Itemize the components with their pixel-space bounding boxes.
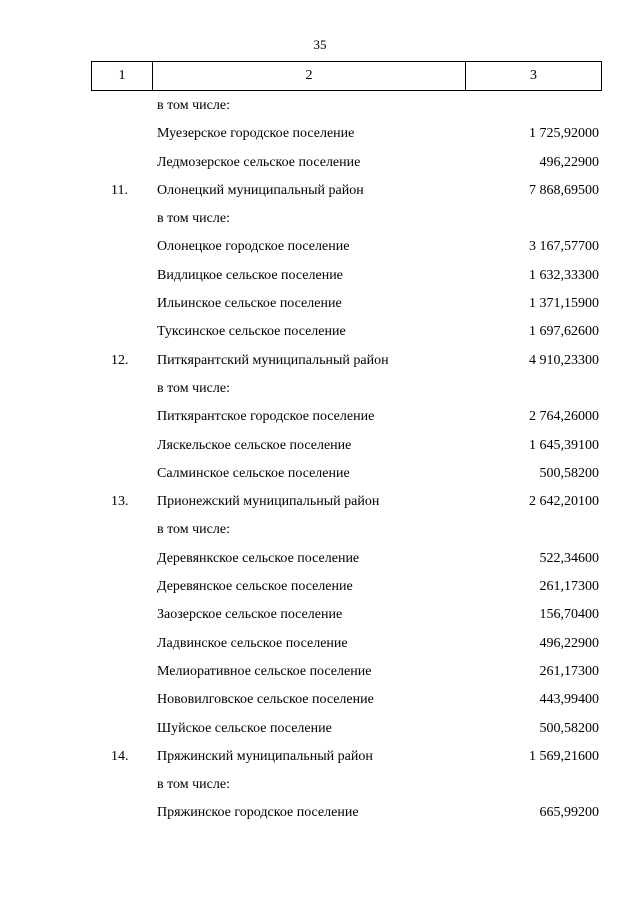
table-row [0, 401, 640, 429]
row-name: Ладвинское сельское поселение [157, 635, 348, 651]
table-row [0, 628, 640, 656]
table-row [0, 741, 640, 769]
row-name: в том числе: [157, 211, 230, 227]
row-name: в том числе: [157, 522, 230, 538]
row-value: 1 645,39100 [529, 437, 599, 453]
row-name: в том числе: [157, 777, 230, 793]
row-value: 7 868,69500 [529, 182, 599, 198]
row-name: Пряжинское городское поселение [157, 805, 359, 821]
row-value: 1 371,15900 [529, 296, 599, 312]
table-row [0, 797, 640, 825]
row-value: 1 569,21600 [529, 748, 599, 764]
table-row [0, 203, 640, 231]
row-name: Шуйское сельское поселение [157, 720, 332, 736]
row-name: Ляскельское сельское поселение [157, 437, 352, 453]
table-row [0, 684, 640, 712]
row-value: 665,99200 [539, 805, 599, 821]
row-name: Олонецкое городское поселение [157, 239, 350, 255]
row-value: 1 632,33300 [529, 267, 599, 283]
table-row [0, 486, 640, 514]
row-value: 261,17300 [539, 663, 599, 679]
table-row [0, 90, 640, 118]
column-header-name: 2 [153, 62, 466, 91]
table-row [0, 713, 640, 741]
table-row [0, 543, 640, 571]
row-name: Олонецкий муниципальный район [157, 182, 364, 198]
table-row [0, 118, 640, 146]
table-row [0, 316, 640, 344]
row-name: Прионежский муниципальный район [157, 494, 380, 510]
row-name: Мелиоративное сельское поселение [157, 663, 372, 679]
row-name: Видлицкое сельское поселение [157, 267, 343, 283]
table-row [0, 373, 640, 401]
table-row [0, 288, 640, 316]
table-row [0, 599, 640, 627]
row-value: 443,99400 [539, 692, 599, 708]
row-name: Туксинское сельское поселение [157, 324, 346, 340]
row-value: 522,34600 [539, 550, 599, 566]
row-name: Заозерское сельское поселение [157, 607, 343, 623]
row-name: Деревянкское сельское поселение [157, 550, 360, 566]
table-row [0, 260, 640, 288]
row-value: 2 764,26000 [529, 409, 599, 425]
table-row [0, 147, 640, 175]
row-name: Нововилговское сельское поселение [157, 692, 374, 708]
row-value: 496,22900 [539, 635, 599, 651]
row-name: Питкярантское городское поселение [157, 409, 375, 425]
row-value: 1 725,92000 [529, 126, 599, 142]
page-number: 35 [313, 37, 327, 52]
row-name: Деревянское сельское поселение [157, 579, 353, 595]
table-body [0, 90, 640, 826]
row-name: Салминское сельское поселение [157, 465, 350, 481]
row-name: Пряжинский муниципальный район [157, 748, 373, 764]
table-row [0, 571, 640, 599]
row-value: 496,22900 [539, 154, 599, 170]
row-number: 12. [111, 352, 129, 368]
row-name: Ледмозерское сельское поселение [157, 154, 361, 170]
table-row [0, 656, 640, 684]
table-row [0, 430, 640, 458]
row-value: 500,58200 [539, 720, 599, 736]
table-row [0, 345, 640, 373]
row-value: 4 910,23300 [529, 352, 599, 368]
row-name: Муезерское городское поселение [157, 126, 355, 142]
column-header-value: 3 [466, 62, 602, 91]
row-value: 3 167,57700 [529, 239, 599, 255]
row-value: 2 642,20100 [529, 494, 599, 510]
table-row [0, 514, 640, 542]
row-number: 14. [111, 748, 129, 764]
row-name: Ильинское сельское поселение [157, 296, 342, 312]
row-number: 13. [111, 494, 129, 510]
row-value: 500,58200 [539, 465, 599, 481]
row-value: 1 697,62600 [529, 324, 599, 340]
row-value: 261,17300 [539, 579, 599, 595]
table-row [0, 231, 640, 259]
table-row [0, 175, 640, 203]
row-name: Питкярантский муниципальный район [157, 352, 389, 368]
row-value: 156,70400 [539, 607, 599, 623]
row-name: в том числе: [157, 98, 230, 113]
table-row [0, 769, 640, 797]
table-row [0, 458, 640, 486]
row-name: в том числе: [157, 380, 230, 396]
row-number: 11. [111, 182, 128, 198]
column-header-table [91, 61, 602, 91]
column-header-number: 1 [92, 62, 153, 91]
column-header-row [92, 62, 602, 91]
